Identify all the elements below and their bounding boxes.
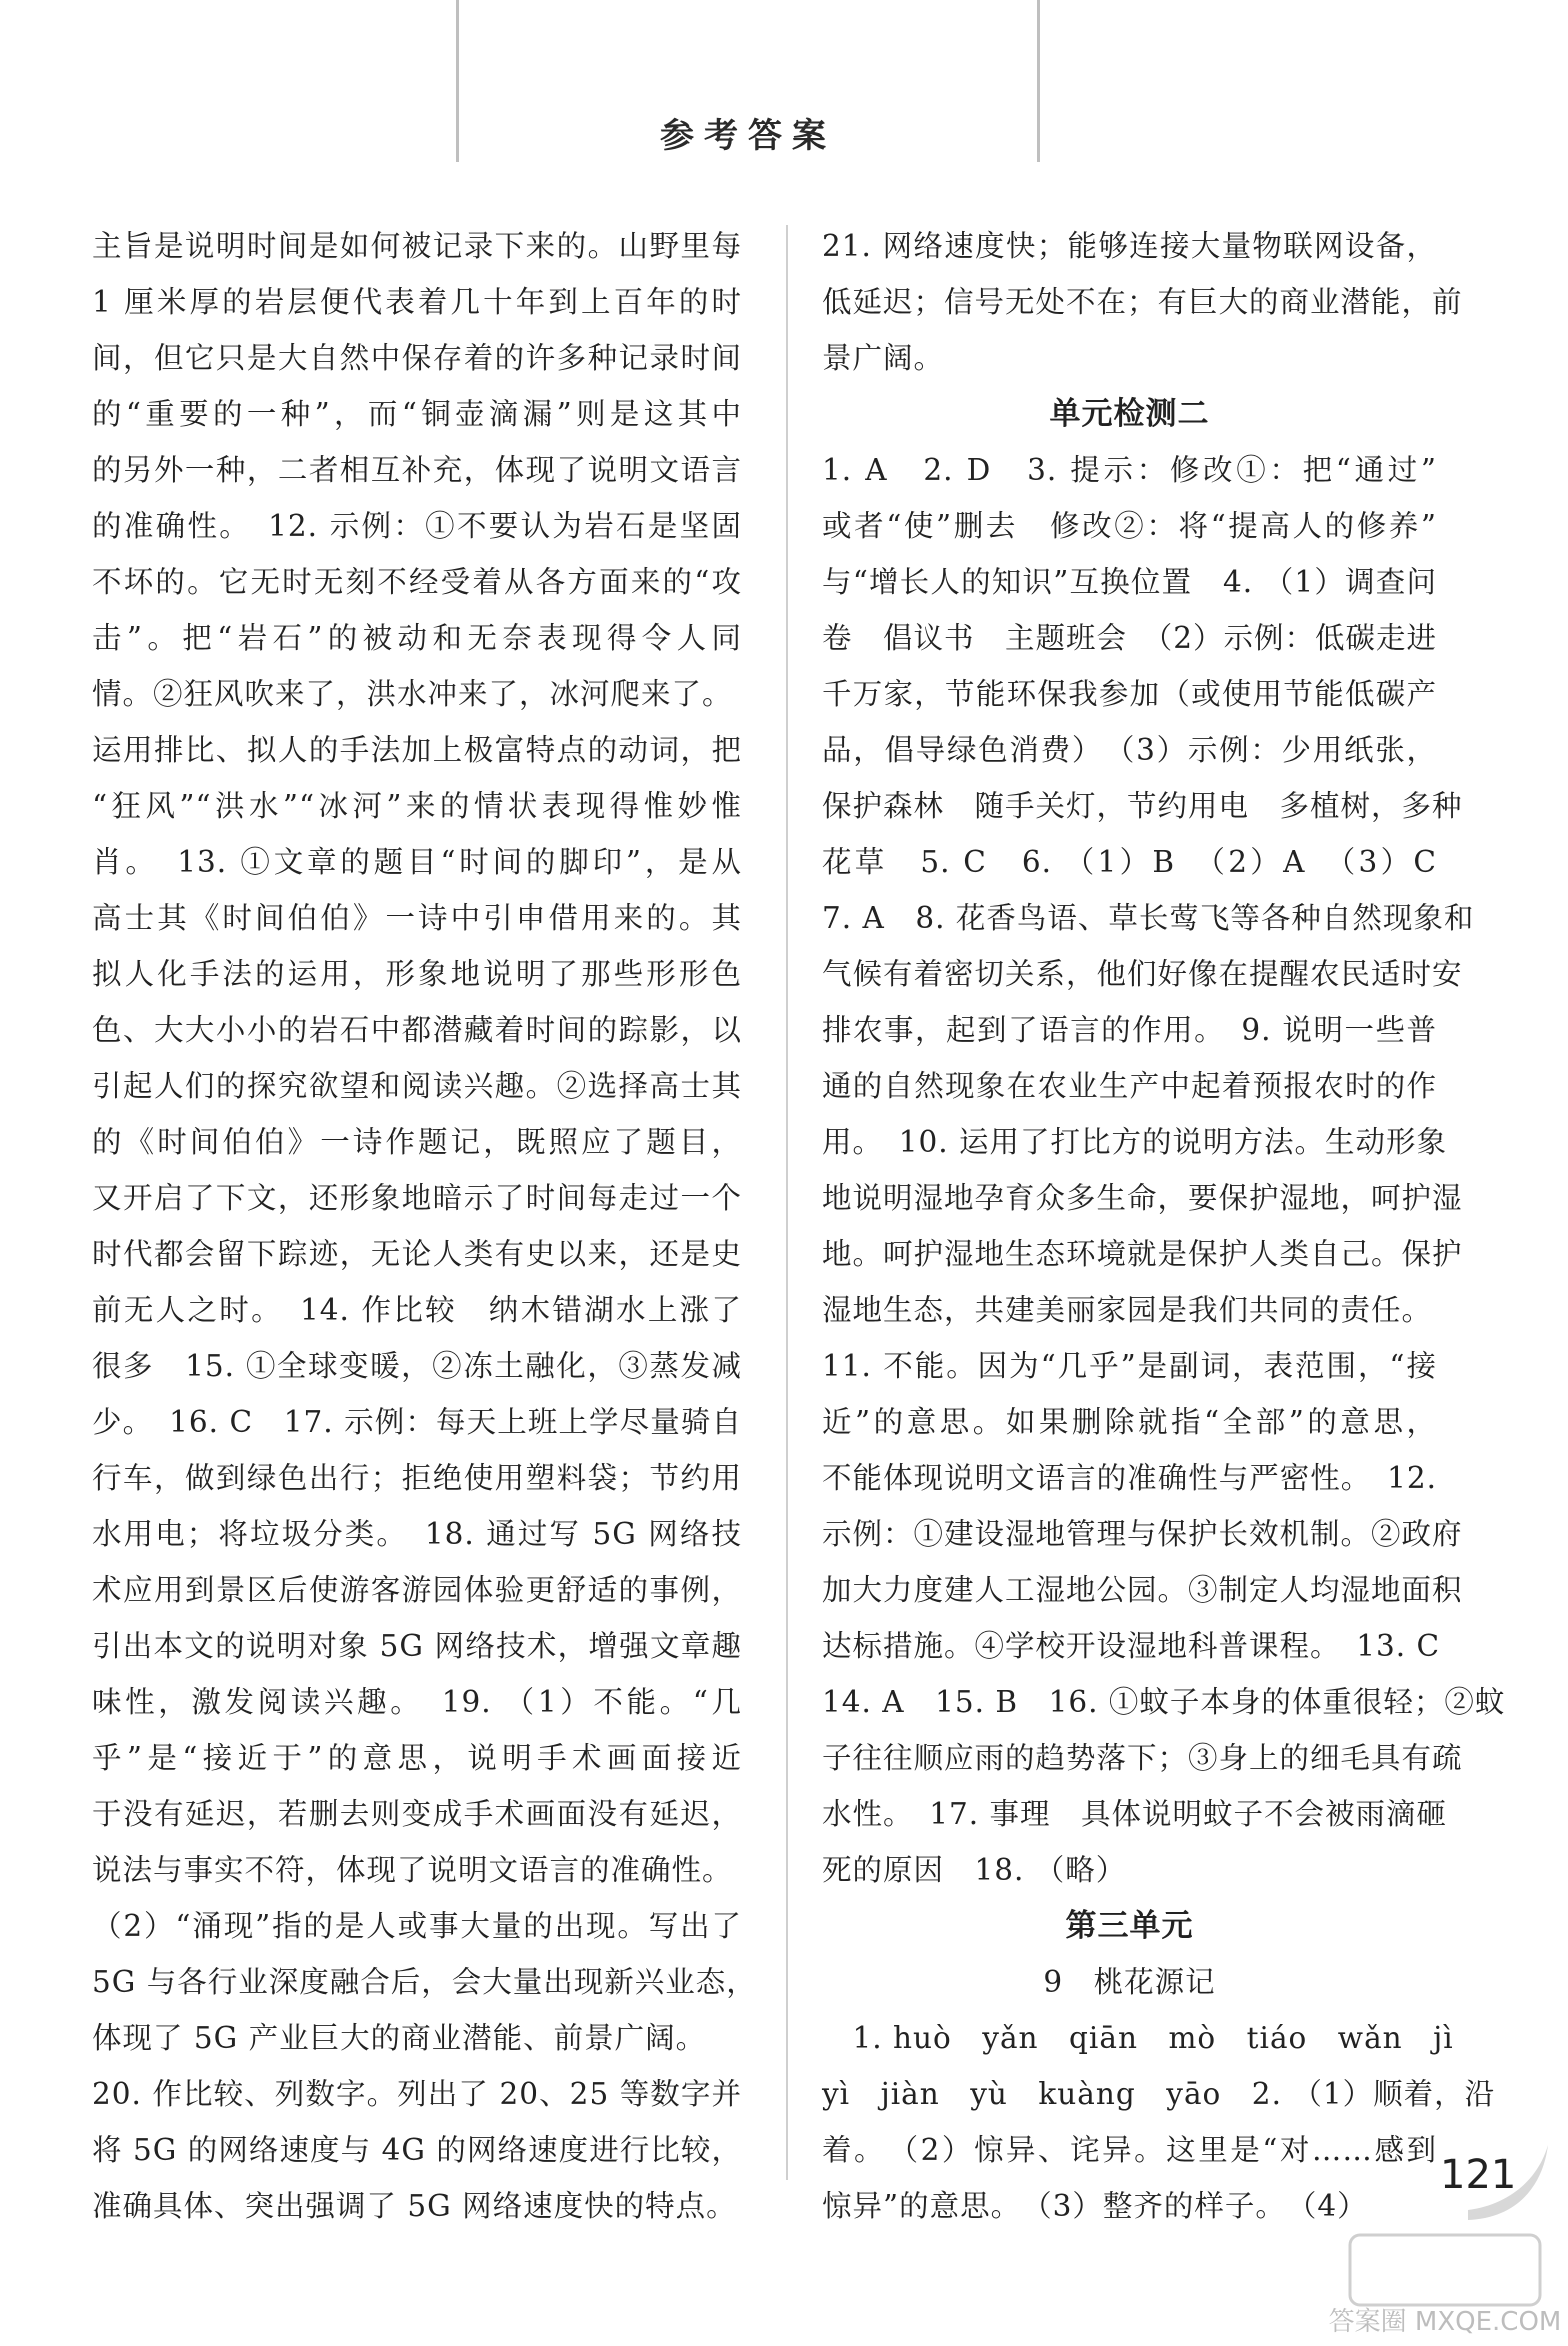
right-text-line: 11. 不能。因为“几乎”是副词，表范围，“接 <box>822 1349 1437 1383</box>
right-text-line: 子往往顺应雨的趋势落下；③身上的细毛具有疏 <box>822 1741 1463 1775</box>
left-text-line: 引出本文的说明对象 5G 网络技术，增强文章趣 <box>92 1629 742 1663</box>
left-text-line: 间，但它只是大自然中保存着的许多种记录时间 <box>92 341 742 375</box>
left-text-line: 时代都会留下踪迹，无论人类有史以来，还是史 <box>92 1237 742 1271</box>
left-text-line: 20. 作比较、列数字。列出了 20、25 等数字并 <box>92 2077 742 2111</box>
answer-block-intro <box>822 218 1463 386</box>
left-text-line: “狂风”“洪水”“冰河”来的情状表现得惟妙惟 <box>92 789 742 823</box>
right-text-line: 不能体现说明文语言的准确性与严密性。 12. <box>822 1461 1437 1495</box>
right-text-line: 死的原因 18. （略） <box>822 1853 1127 1887</box>
left-text-line: 色、大大小小的岩石中都潜藏着时间的踪影，以 <box>92 1013 742 1047</box>
right-text-line: 示例：①建设湿地管理与保护长效机制。②政府 <box>822 1517 1463 1551</box>
left-text-line: 于没有延迟，若删去则变成手术画面没有延迟， <box>92 1797 742 1831</box>
left-text-line: 高士其《时间伯伯》一诗中引申借用来的。其 <box>92 901 742 935</box>
lesson-heading: 9 桃花源记 <box>1043 1965 1216 1999</box>
left-text-line: 的“重要的一种”，而“铜壶滴漏”则是这其中 <box>92 397 742 431</box>
right-text-line: 或者“使”删去 修改②：将“提高人的修养” <box>822 509 1437 543</box>
right-text-line: 通的自然现象在农业生产中起着预报农时的作 <box>822 1069 1437 1103</box>
right-text-line: 湿地生态，共建美丽家园是我们共同的责任。 <box>822 1293 1433 1327</box>
left-text-line: 不坏的。它无时无刻不经受着从各方面来的“攻 <box>92 565 742 599</box>
section-heading-unit3: 第三单元 <box>1065 1908 1194 1944</box>
left-text-line: 水用电；将垃圾分类。 18. 通过写 5G 网络技 <box>92 1517 742 1551</box>
right-text-line: 着。 （2）惊异、诧异。这里是“对……感到 <box>822 2133 1437 2167</box>
right-text-line: 卷 倡议书 主题班会 （2）示例：低碳走进 <box>822 621 1438 655</box>
right-text-line: 7. A 8. 花香鸟语、草长莺飞等各种自然现象和 <box>822 901 1475 935</box>
right-text-line: 保护森林 随手关灯，节约用电 多植树，多种 <box>822 789 1463 823</box>
svg-text:答案圈 MXQE.COM: 答案圈 MXQE.COM <box>1328 2307 1562 2337</box>
left-text-line: 将 5G 的网络速度与 4G 的网络速度进行比较， <box>92 2133 742 2167</box>
right-text-line: 21. 网络速度快；能够连接大量物联网设备， <box>822 229 1437 263</box>
right-text-line: 与“增长人的知识”互换位置 4. （1）调查问 <box>822 565 1437 599</box>
right-text-line: 用。 10. 运用了打比方的说明方法。生动形象 <box>822 1125 1448 1159</box>
left-text-line: 1 厘米厚的岩层便代表着几十年到上百年的时 <box>92 285 742 319</box>
section-heading-unit2: 单元检测二 <box>1049 396 1210 432</box>
right-text-line: 1. A 2. D 3. 提示：修改①：把“通过” <box>822 453 1437 487</box>
left-text-line: （2）“涌现”指的是人或事大量的出现。写出了 <box>92 1909 742 1943</box>
right-text-line: 气候有着密切关系，他们好像在提醒农民适时安 <box>822 957 1463 991</box>
left-text-line: 术应用到景区后使游客游园体验更舒适的事例， <box>92 1573 742 1607</box>
left-text-line: 运用排比、拟人的手法加上极富特点的动词，把 <box>92 733 742 767</box>
answer-block-unit2 <box>822 442 1506 1898</box>
left-text-line: 行车，做到绿色出行；拒绝使用塑料袋；节约用 <box>92 1461 742 1495</box>
left-text-line: 乎”是“接近于”的意思，说明手术画面接近 <box>92 1741 742 1775</box>
left-text-line: 击”。把“岩石”的被动和无奈表现得令人同 <box>92 621 742 655</box>
left-text-line: 很多 15. ①全球变暖，②冻土融化，③蒸发减 <box>92 1349 742 1383</box>
right-text-line: 排农事，起到了语言的作用。 9. 说明一些普 <box>822 1013 1437 1047</box>
right-text-line: 1. huò yǎn qiān mò tiáo wǎn jì <box>822 2021 1454 2055</box>
right-text-line: 地。呵护湿地生态环境就是保护人类自己。保护 <box>822 1237 1463 1271</box>
left-text-line: 的另外一种，二者相互补充，体现了说明文语言 <box>92 453 742 487</box>
left-text-line: 情。②狂风吹来了，洪水冲来了，冰河爬来了。 <box>92 677 733 711</box>
right-text-line: yì jiàn yù kuàng yāo 2. （1）顺着，沿 <box>822 2077 1496 2111</box>
left-text-line: 前无人之时。 14. 作比较 纳木错湖水上涨了 <box>92 1293 742 1327</box>
left-text-line: 少。 16. C 17. 示例：每天上班上学尽量骑自 <box>92 1405 742 1439</box>
right-text-line: 近”的意思。如果删除就指“全部”的意思， <box>822 1405 1437 1439</box>
left-text-line: 5G 与各行业深度融合后，会大量出现新兴业态， <box>92 1965 757 1999</box>
left-text-line: 主旨是说明时间是如何被记录下来的。山野里每 <box>92 229 742 263</box>
right-text-line: 达标措施。④学校开设湿地科普课程。 13. C <box>822 1629 1441 1663</box>
right-text-line: 千万家，节能环保我参加（或使用节能低碳产 <box>822 677 1437 711</box>
right-text-line: 品，倡导绿色消费） （3）示例：少用纸张， <box>822 733 1437 767</box>
left-text-line: 准确具体、突出强调了 5G 网络速度快的特点。 <box>92 2189 737 2223</box>
page-header-title: 参考答案 <box>660 116 836 156</box>
left-text-line: 的准确性。 12. 示例：①不要认为岩石是坚固 <box>92 509 742 543</box>
right-text-line: 水性。 17. 事理 具体说明蚊子不会被雨滴砸 <box>822 1797 1448 1831</box>
left-text-line: 体现了 5G 产业巨大的商业潜能、前景广阔。 <box>92 2021 707 2055</box>
left-text-line: 又开启了下文，还形象地暗示了时间每走过一个 <box>92 1181 742 1215</box>
right-text-line: 景广阔。 <box>822 341 945 375</box>
right-text-line: 加大力度建人工湿地公园。③制定人均湿地面积 <box>822 1573 1463 1607</box>
watermark-logo <box>1320 2220 1560 2340</box>
page-number: 121 <box>1440 2152 1517 2198</box>
left-text-line: 的《时间伯伯》一诗作题记，既照应了题目， <box>92 1125 742 1159</box>
right-text-line: 低延迟；信号无处不在；有巨大的商业潜能，前 <box>822 285 1463 319</box>
right-text-line: 花草 5. C 6. （1）B （2）A （3）C <box>822 845 1437 879</box>
left-text-line: 引起人们的探究欲望和阅读兴趣。②选择高士其 <box>92 1069 742 1103</box>
left-text-column <box>92 218 757 2234</box>
page-corner-swoosh-icon <box>1448 2140 1558 2230</box>
left-text-line: 拟人化手法的运用，形象地说明了那些形形色 <box>92 957 742 991</box>
right-text-line: 14. A 15. B 16. ①蚊子本身的体重很轻；②蚊 <box>822 1685 1506 1719</box>
right-text-line: 惊异”的意思。 （3）整齐的样子。 （4） <box>822 2189 1368 2223</box>
left-text-line: 味性，激发阅读兴趣。 19. （1）不能。“几 <box>92 1685 742 1719</box>
left-text-line: 说法与事实不符，体现了说明文语言的准确性。 <box>92 1853 733 1887</box>
column-divider <box>786 225 788 2180</box>
left-text-line: 肖。 13. ①文章的题目“时间的脚印”，是从 <box>92 845 742 879</box>
right-text-line: 地说明湿地孕育众多生命，要保护湿地，呵护湿 <box>822 1181 1463 1215</box>
